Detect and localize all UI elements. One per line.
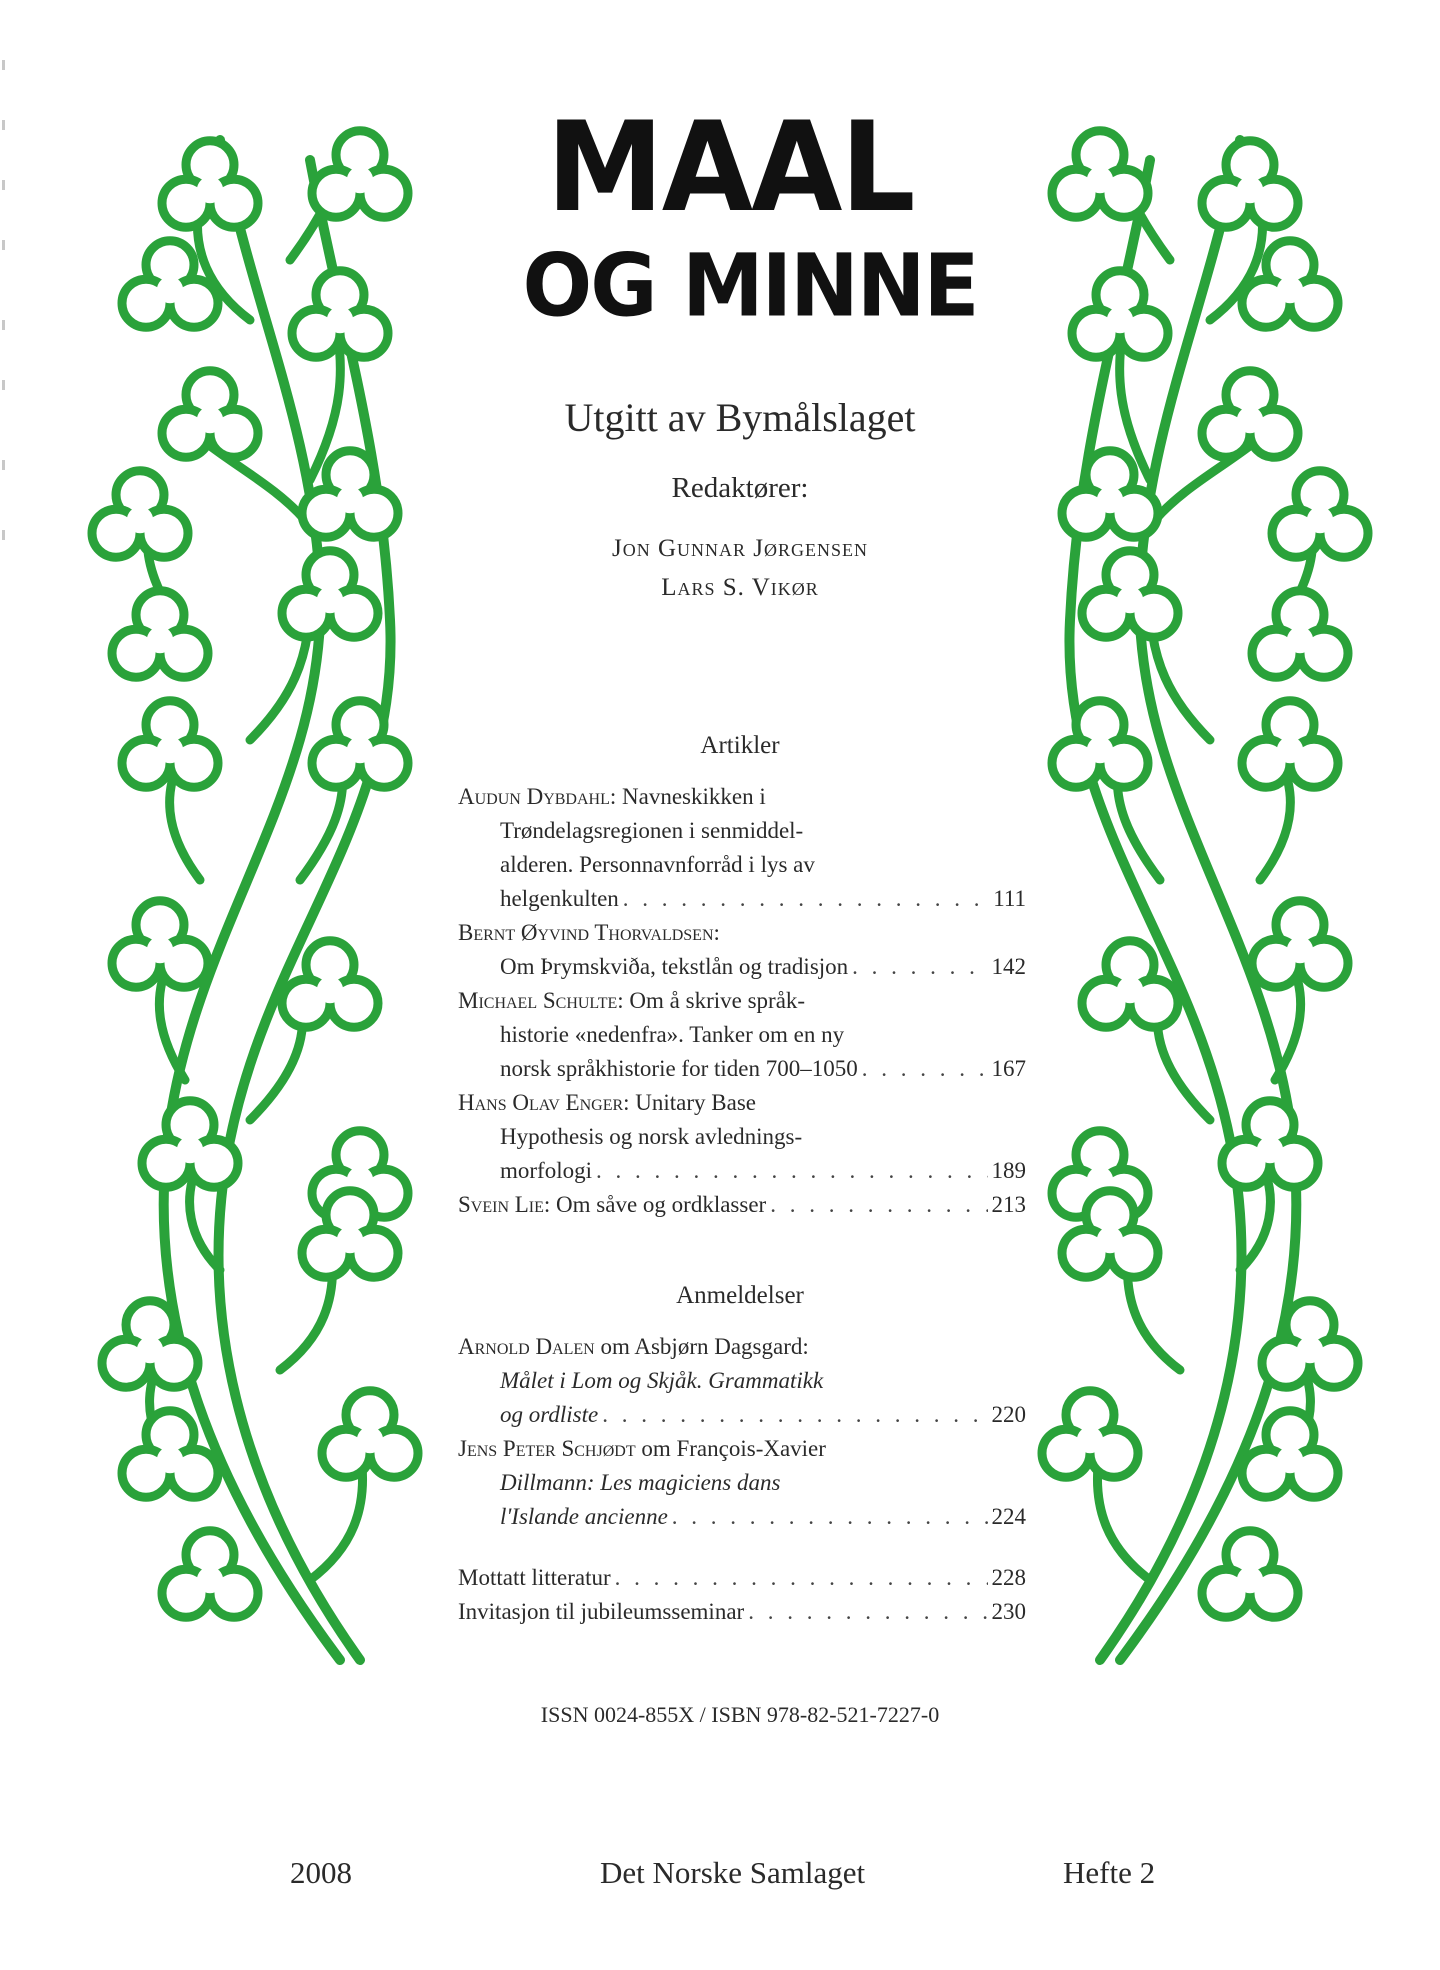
toc-title-line: alderen. Personnavnforråd i lys av	[500, 852, 815, 877]
isbn-line: ISSN 0024-855X / ISBN 978-82-521-7227-0	[540, 1702, 940, 1727]
toc-title-line: Trøndelagsregionen i senmiddel-	[500, 818, 804, 843]
shamrock-leaf-icon	[162, 1531, 258, 1617]
section-heading-reviews: Anmeldelser	[676, 1282, 804, 1309]
toc-entry	[458, 1086, 1026, 1188]
shamrock-leaf-icon	[312, 131, 408, 217]
page-edge-marks	[0, 60, 10, 560]
toc-entry	[458, 1561, 1026, 1595]
toc-author: Hans Olav Enger:	[458, 1090, 630, 1115]
shamrock-leaf-icon	[1272, 471, 1368, 557]
section-heading-articles: Artikler	[700, 732, 780, 759]
toc-title-line: Om såve og ordklasser	[556, 1192, 767, 1217]
dot-leader	[748, 1595, 987, 1629]
toc-entry	[458, 1432, 1026, 1534]
toc-page-number: 230	[991, 1599, 1026, 1624]
shamrock-vine-right-ornament	[1000, 120, 1360, 1680]
shamrock-leaf-icon	[112, 901, 208, 987]
dot-leader	[862, 1052, 988, 1086]
toc-page-number: 220	[991, 1402, 1026, 1427]
toc-page-number: 167	[991, 1056, 1026, 1081]
toc-title-line: Unitary Base	[635, 1090, 757, 1115]
toc-page-number: 189	[991, 1158, 1026, 1183]
dot-leader	[770, 1188, 987, 1222]
toc-page-number: 228	[991, 1565, 1026, 1590]
shamrock-leaf-icon	[162, 141, 258, 227]
publisher-note: Utgitt av Bymålslaget	[564, 395, 916, 440]
shamrock-leaf-icon	[1202, 141, 1298, 227]
shamrock-leaf-icon	[1052, 701, 1148, 787]
footer-publisher: Det Norske Samlaget	[600, 1855, 866, 1890]
journal-title-line-1: MAAL	[546, 94, 914, 240]
toc-entry	[458, 1595, 1026, 1629]
toc-title-line: Invitasjon til jubileumsseminar	[458, 1599, 745, 1624]
toc-entry	[458, 1188, 1026, 1222]
toc-page-number: 224	[991, 1504, 1026, 1529]
shamrock-leaf-icon	[1052, 131, 1148, 217]
toc-title-line: Dillmann: Les magiciens dans	[500, 1470, 781, 1495]
toc-author: Bernt Øyvind Thorvaldsen:	[458, 920, 720, 945]
toc-title-line: historie «nedenfra». Tanker om en ny	[500, 1022, 845, 1047]
toc-title-line: Hypothesis og norsk avlednings-	[500, 1124, 803, 1149]
toc-entry	[458, 916, 1026, 984]
shamrock-leaf-icon	[1202, 1531, 1298, 1617]
table-of-contents-articles	[458, 780, 1026, 1222]
toc-title-line: Målet i Lom og Skjåk. Grammatikk	[500, 1368, 824, 1393]
dot-leader	[672, 1500, 988, 1534]
toc-page-number: 111	[993, 886, 1026, 911]
shamrock-leaf-icon	[1202, 371, 1298, 457]
dot-leader	[623, 882, 989, 916]
shamrock-leaf-icon	[102, 1301, 198, 1387]
toc-title-line: morfologi	[500, 1158, 592, 1183]
dot-leader	[596, 1154, 988, 1188]
toc-title-line: om Asbjørn Dagsgard:	[600, 1334, 809, 1359]
shamrock-vine-left-ornament	[100, 120, 460, 1680]
toc-title-line: norsk språkhistorie for tiden 700–1050	[500, 1056, 858, 1081]
shamrock-leaf-icon	[1242, 701, 1338, 787]
shamrock-leaf-icon	[1262, 1301, 1358, 1387]
shamrock-vine-icon	[1000, 120, 1360, 1680]
table-of-contents-reviews	[458, 1330, 1026, 1534]
dot-leader	[602, 1398, 987, 1432]
toc-author: Audun Dybdahl:	[458, 784, 617, 809]
footer-year: 2008	[290, 1855, 352, 1890]
shamrock-vine-icon	[100, 120, 460, 1680]
shamrock-leaf-icon	[312, 701, 408, 787]
toc-author: Jens Peter Schjødt	[458, 1436, 636, 1461]
shamrock-leaf-icon	[322, 1391, 418, 1477]
toc-entry	[458, 1330, 1026, 1432]
shamrock-leaf-icon	[1252, 591, 1348, 677]
toc-entry	[458, 984, 1026, 1086]
dot-leader	[615, 1561, 988, 1595]
shamrock-leaf-icon	[1042, 1391, 1138, 1477]
toc-title-line: Om Þrymskviða, tekstlån og tradisjon	[500, 954, 849, 979]
footer-issue: Hefte 2	[1063, 1855, 1156, 1890]
editor-name: Jon Gunnar Jørgensen	[611, 535, 868, 562]
editors-label: Redaktører:	[671, 472, 809, 504]
toc-title-line: og ordliste	[500, 1402, 599, 1427]
shamrock-leaf-icon	[1072, 271, 1168, 357]
toc-author: Arnold Dalen	[458, 1334, 595, 1359]
toc-entry	[458, 780, 1026, 916]
toc-page-number: 213	[991, 1192, 1026, 1217]
toc-title-line: l'Islande ancienne	[500, 1504, 668, 1529]
toc-author: Svein Lie:	[458, 1192, 551, 1217]
dot-leader	[852, 950, 987, 984]
toc-author: Michael Schulte:	[458, 988, 624, 1013]
journal-title	[480, 94, 980, 337]
shamrock-leaf-icon	[162, 371, 258, 457]
journal-title-line-2: OG MINNE	[522, 236, 978, 337]
editor-name: Lars S. Vikør	[661, 574, 819, 601]
shamrock-leaf-icon	[1222, 1101, 1318, 1187]
shamrock-leaf-icon	[142, 1101, 238, 1187]
shamrock-leaf-icon	[1252, 901, 1348, 987]
shamrock-leaf-icon	[112, 591, 208, 677]
toc-title-line: helgenkulten	[500, 886, 619, 911]
toc-title-line: Om å skrive språk-	[629, 988, 806, 1013]
shamrock-leaf-icon	[122, 701, 218, 787]
toc-title-line: Mottatt litteratur	[458, 1565, 611, 1590]
toc-title-line: Navneskikken i	[622, 784, 766, 809]
table-of-contents-misc	[458, 1561, 1026, 1629]
toc-page-number: 142	[991, 954, 1026, 979]
toc-title-line: om François-Xavier	[641, 1436, 826, 1461]
shamrock-leaf-icon	[282, 551, 378, 637]
shamrock-leaf-icon	[292, 271, 388, 357]
shamrock-leaf-icon	[92, 471, 188, 557]
shamrock-leaf-icon	[1082, 551, 1178, 637]
